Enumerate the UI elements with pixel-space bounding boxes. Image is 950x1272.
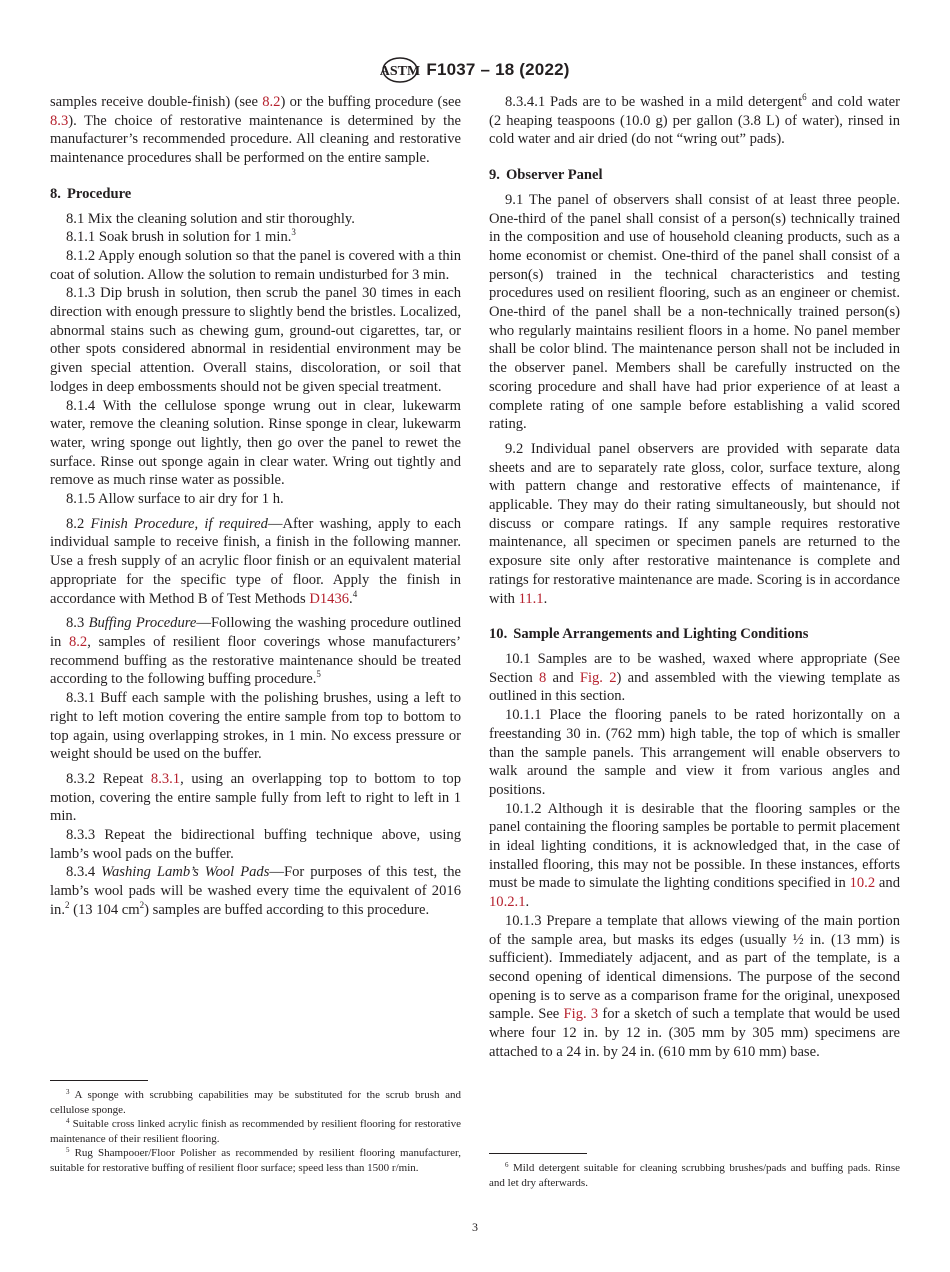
link-8-2[interactable]: 8.2 [68,633,88,650]
footnote-divider [50,1080,148,1081]
link-8-2[interactable]: 8.2 [262,94,281,110]
para-8-1-1: 8.1.1 Soak brush in solution for 1 min.$^3$ [66,227,296,246]
para-8-1-3: 8.1.3 Dip brush in solution, then scrub the panel 30 times in each direction with enough pressure to slightly bend the bristles. Localized, abnormal stains such as chewing gum, ground-out cigarettes, tar, or other spots considered abnormal in residential environment may be given special attention. Overall stains, discoloration, or soil that lodges in deep embossments should not be given special treatment. [50,285,461,395]
footnote-ref-3[interactable]: 3 [291,227,296,238]
link-8-3-1[interactable]: 8.3.1 [150,770,181,787]
right-column [489,93,900,1061]
para-8-3-2: 8.3.2 Repeat 8.3.1, using an overlapping top to bottom to top motion, covering the entire sample fully from left to right to left in 1 min. [50,770,461,825]
footnote-3: $^3$ A sponge with scrubbing capabilities may be substituted for the scrub brush and cellulose sponge. [50,1088,461,1116]
link-11-1[interactable]: 11.1 [518,590,544,607]
para-8-2: 8.2 Finish Procedure, if required—After washing, apply to each individual sample to receive finish, a finish in the following manner. Use a fresh supply of an acrylic floor finish or an equivalent material appropriate for the specific type of floor. Apply the finish in accordance with Method B of Test Methods D1436.$^4$ [50,515,462,607]
para-9-2: 9.2 Individual panel observers are provided with separate data sheets and are to separately rate gloss, color, surface texture, along with pattern change and restorative effects of maintenance, if applicable. They may do their rating simultaneously, but should not discuss or compare ratings. If any sample requires restorative maintenance, all specimen or specimen panels are returned to the exposure site only after restorative maintenance is complete and ratings for restorative maintenance are made. Scoring is in accordance with 11.1. [489,440,900,607]
section-8-heading: 8. Procedure [50,185,132,202]
para-10-1-3: 10.1.3 Prepare a template that allows viewing of the main portion of the sample area, but masks its edges (usually ½ in. (13 mm) is sufficient). Immediately adjacent, and as part of the template, is a second opening of identical dimensions. The purpose of the second opening is to serve as a comparison frame for the original, unexposed sample. See Fig. 3 for a sketch of such a template that would be used where four 12 in. by 12 in. (305 mm by 305 mm) specimens are attached to a 24 in. by 24 in. (610 mm by 610 mm) base. [489,912,901,1060]
footnote-divider [489,1153,587,1154]
para-8-1: 8.1 Mix the cleaning solution and stir thoroughly. [66,210,355,227]
svg-text:ASTM: ASTM [380,64,421,79]
link-d1436[interactable]: D1436 [309,590,350,607]
page-header [0,56,950,84]
footnotes-right [489,1161,900,1190]
footnote-ref-5[interactable]: 5 [316,669,321,680]
section-9-heading: 9. Observer Panel [489,167,603,184]
footnote-5: $^5$ Rug Shampooer/Floor Polisher as recommended by resilient flooring manufacturer, suitable for restorative buffing of resilient floor surface; speed less than 1500 r/min. [50,1146,461,1174]
link-fig-3[interactable]: Fig. 3 [563,1006,599,1023]
para-10-1-1: 10.1.1 Place the flooring panels to be rated horizontally on a freestanding 30 in. (762 mm) high table, the top of which is smaller than the sample panels. This arrangement will enable observers to walk around the sample and view it from various angles and positions. [489,707,900,798]
link-10-2[interactable]: 10.2 [849,875,876,892]
left-column [50,93,461,920]
para-8-1-2: 8.1.2 Apply enough solution so that the panel is covered with a thin coat of solution. Allow the solution to remain undisturbed for 3 min. [50,247,461,283]
footnotes-left [50,1088,461,1176]
para-8-3: 8.3 Buffing Procedure—Following the washing procedure outlined in 8.2, samples of resilient floor coverings whose manufacturers’ recommend buffing as the restorative maintenance should be treated according to the following buffing procedure.$^5$ [50,615,462,688]
section-10-heading: 10. Sample Arrangements and Lighting Conditions [489,626,809,643]
intro-paragraph: samples receive double-finish) (see 8.2) or the buffing procedure (see 8.3). The choice of restorative maintenance is determined by the manufacturer’s recommended procedure. All cleaning and restorative maintenance procedures shall be performed on the entire sample. [50,94,461,167]
footnote-6: $^6$ Mild detergent suitable for cleaning scrubbing brushes/pads and buffing pads. Rinse and let dry afterwards. [489,1161,900,1189]
link-8-3[interactable]: 8.3 [50,112,69,129]
footnote-4: $^4$ Suitable cross linked acrylic finish as recommended by resilient flooring for restorative maintenance of their resilient flooring. [50,1117,461,1145]
para-8-3-4-1: 8.3.4.1 Pads are to be washed in a mild detergent$^6$ and cold water (2 heaping teaspoons (10.0 g) per gallon (3.8 L) of water), rinsed in cold water and air dried (do not “wring out” pads). [489,92,900,148]
para-10-1-2: 10.1.2 Although it is desirable that the flooring samples or the panel containing the flooring samples be portable to permit placement in ideal lighting conditions, it is acknowledged that, in the case of installed flooring, this may not be possible. In these instances, efforts must be made to simulate the lighting conditions specified in 10.2 and 10.2.1. [489,800,900,911]
para-8-1-4: 8.1.4 With the cellulose sponge wrung out in clear, lukewarm water, remove the cleaning solution. Rinse sponge in clear, lukewarm water, wring sponge out lightly, then go over the panel to rewet the surface. Rinse out sponge again in clear water. Wring out tightly and remove as much rinse water as possible. [50,397,461,489]
para-9-1: 9.1 The panel of observers shall consist of at least three people. One-third of the panel shall consist of a person(s) technically trained in the composition and use of household cleaning products, such as a home economist or chemist. One-third of the panel shall consist of a person(s) trained in the technical characteristics and testing procedures used on resilient flooring, such as an engineer or chemist. One-third of the panel shall be a non-technically trained person(s) who regularly maintains resilient floors in a home. No panel member shall be color blind. The maintenance person shall not be included in the observer panel. Members shall be carefully instructed on the scoring procedure and shall have had prior experience of at least a complete rating of one sample before establishing a valid scored rating. [489,191,900,433]
para-8-3-4: 8.3.4 Washing Lamb’s Wool Pads—For purposes of this test, the lamb’s wool pads will be washed every time the equivalent of 2016 in.$^2$ (13 104 $cm^2$) samples are buffed according to this procedure. [50,864,461,918]
astm-logo-icon [380,56,420,84]
para-8-3-1: 8.3.1 Buff each sample with the polishing brushes, using a left to right to left motion covering the entire sample from top to bottom to top again, using overlapping strokes, in 1 min. No excess pressure or weight should be used on the buffer. [50,690,461,763]
link-section-8[interactable]: 8 [539,669,547,686]
footnote-ref-4[interactable]: 4 [352,588,358,599]
link-10-2-1[interactable]: 10.2.1 [489,894,526,911]
page-number: 3 [472,1220,478,1234]
link-fig-2[interactable]: Fig. 2 [579,669,617,686]
footnote-ref-6[interactable]: 6 [802,92,807,102]
para-8-1-5: 8.1.5 Allow surface to air dry for 1 h. [66,491,284,508]
para-8-3-3: 8.3.3 Repeat the bidirectional buffing technique above, using lamb’s wool pads on the buffer. [50,827,461,862]
document-id: F1037 – 18 (2022) [426,60,570,79]
para-10-1: 10.1 Samples are to be washed, waxed where appropriate (See Section 8 and Fig. 2) and assembled with the viewing template as outlined in this section. [489,650,901,705]
